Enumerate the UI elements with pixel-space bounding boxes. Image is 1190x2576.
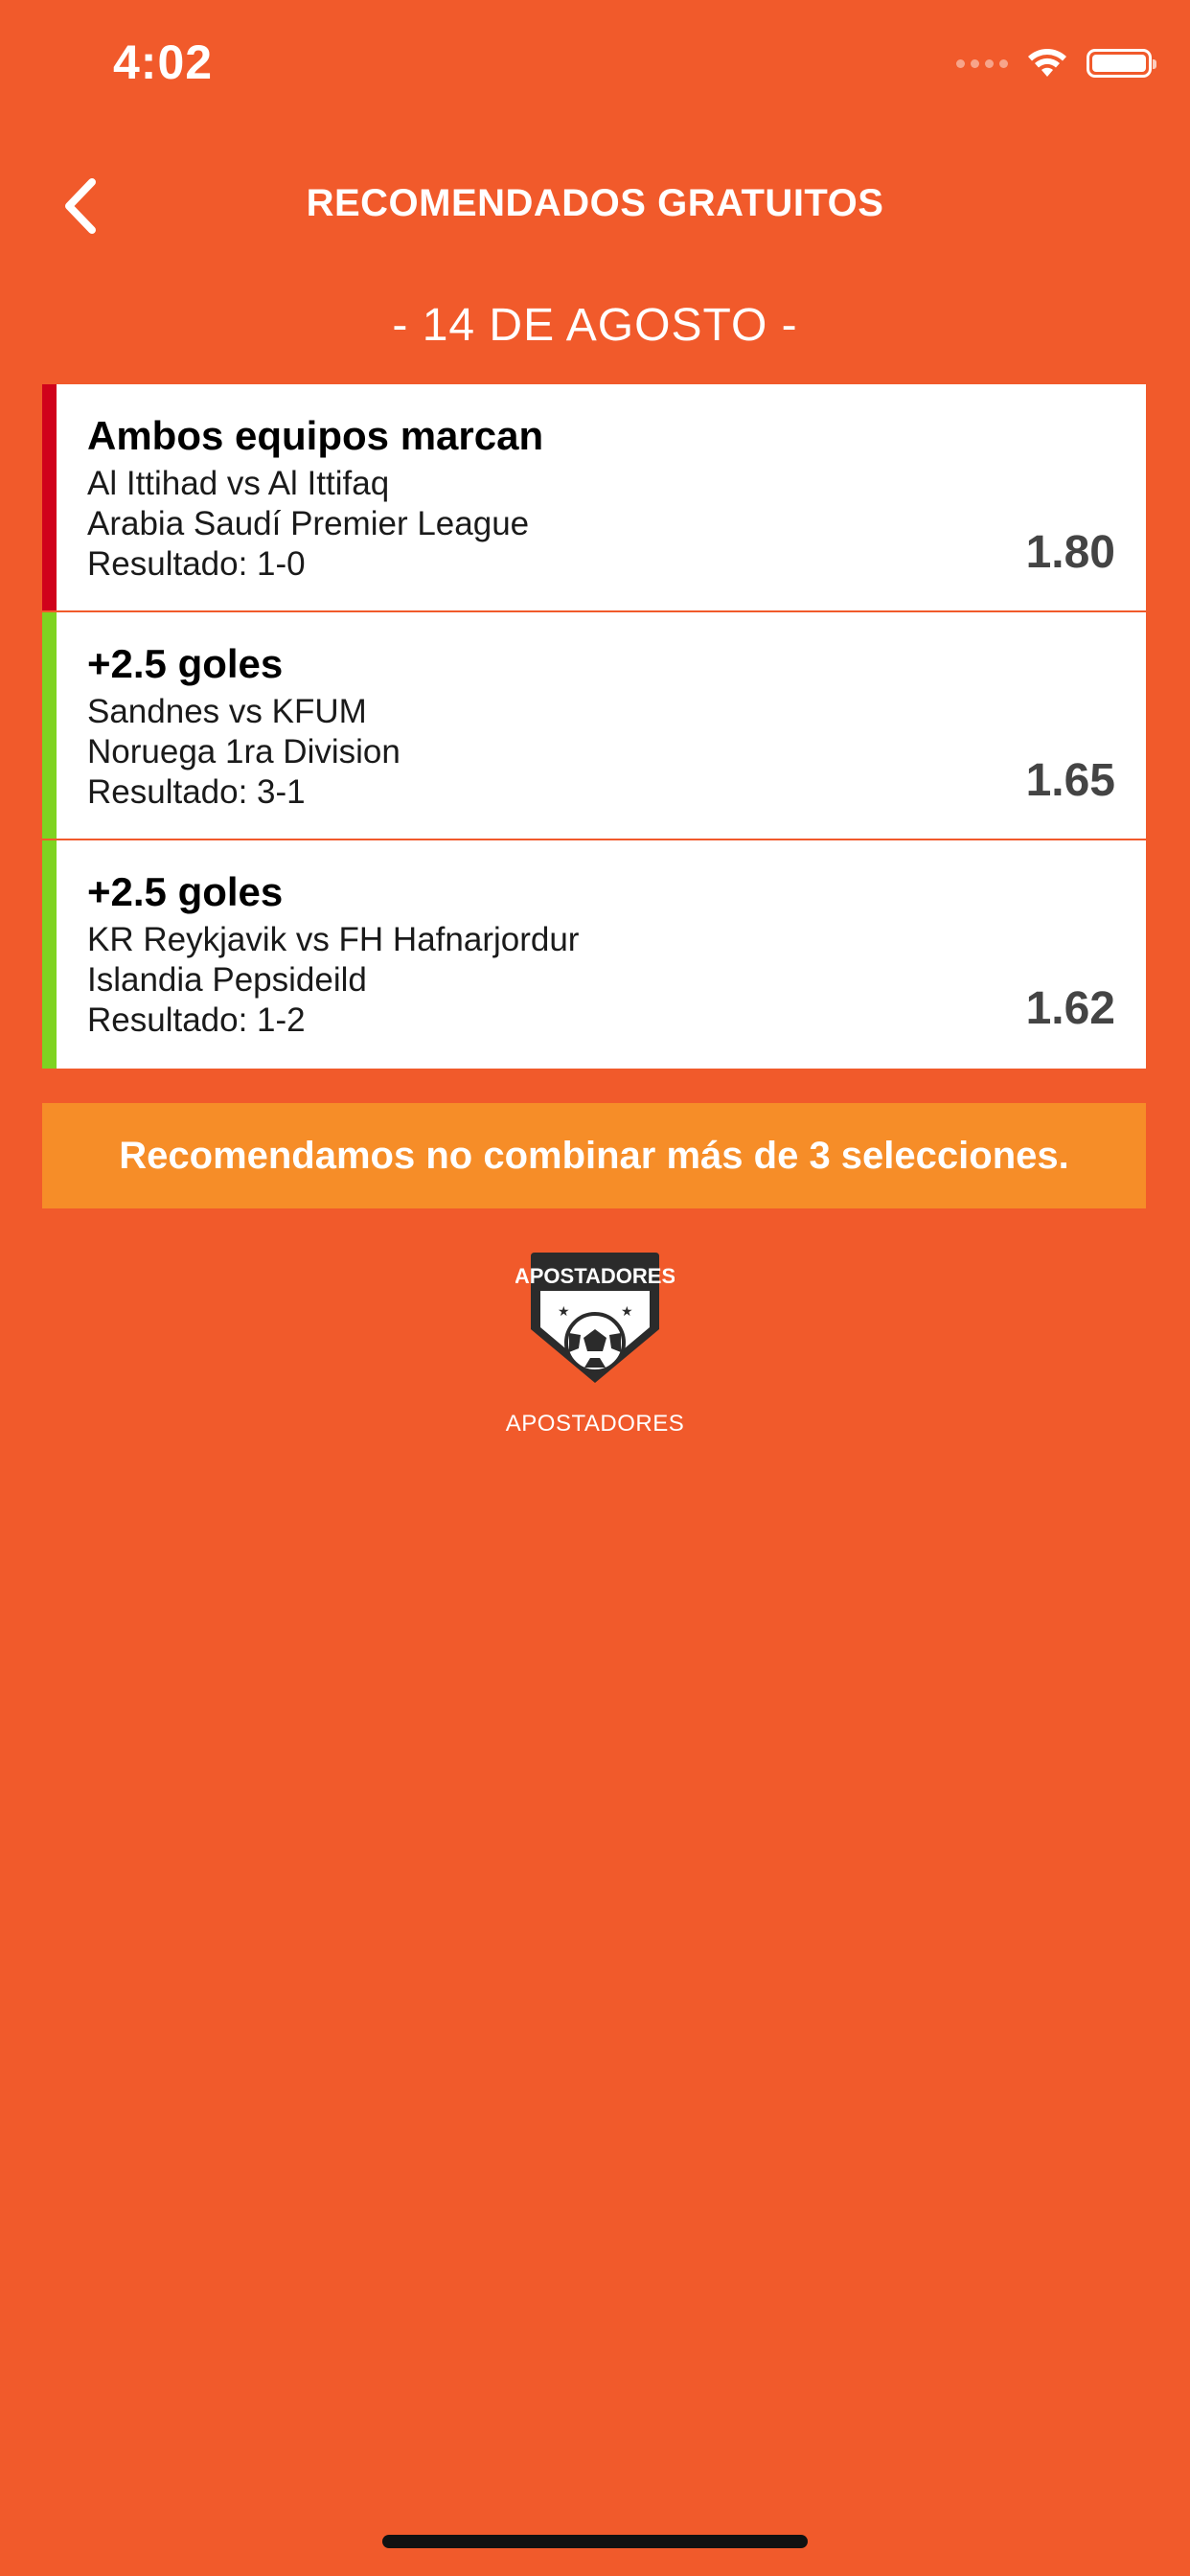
status-icons bbox=[956, 42, 1152, 84]
tip-match: Sandnes vs KFUM bbox=[87, 693, 367, 730]
cellular-signal-icon bbox=[956, 59, 1008, 68]
tip-odds: 1.80 bbox=[1025, 527, 1115, 578]
tip-odds: 1.62 bbox=[1025, 983, 1115, 1034]
tip-status-stripe bbox=[42, 612, 57, 839]
logo-caption: APOSTADORES bbox=[505, 1411, 685, 1437]
apostadores-logo bbox=[515, 1249, 675, 1385]
tip-status-stripe bbox=[42, 840, 57, 1069]
home-indicator bbox=[382, 2535, 808, 2548]
tip-match: KR Reykjavik vs FH Hafnarjordur bbox=[87, 921, 580, 958]
tip-market: +2.5 goles bbox=[87, 869, 284, 914]
tip-card[interactable] bbox=[42, 384, 1146, 612]
navigation-bar bbox=[0, 163, 1190, 249]
svg-text:★: ★ bbox=[621, 1304, 633, 1320]
tip-status-stripe bbox=[42, 384, 57, 610]
svg-text:★: ★ bbox=[558, 1304, 570, 1320]
svg-text:APOSTADORES: APOSTADORES bbox=[515, 1264, 675, 1288]
wifi-icon bbox=[1025, 47, 1069, 80]
notice-banner: Recomendamos no combinar más de 3 selecciones. bbox=[42, 1103, 1146, 1208]
tip-league: Islandia Pepsideild bbox=[87, 961, 367, 999]
tips-list bbox=[42, 384, 1146, 1069]
tip-league: Noruega 1ra Division bbox=[87, 733, 400, 770]
soccer-ball-badge-icon bbox=[515, 1249, 675, 1385]
tip-card[interactable] bbox=[42, 840, 1146, 1069]
date-header: - 14 DE AGOSTO - bbox=[392, 300, 798, 351]
tip-match: Al Ittihad vs Al Ittifaq bbox=[87, 465, 390, 502]
tip-result: Resultado: 1-2 bbox=[87, 1001, 306, 1039]
page-title: RECOMENDADOS GRATUITOS bbox=[306, 182, 884, 224]
status-time: 4:02 bbox=[113, 35, 214, 89]
tip-result: Resultado: 1-0 bbox=[87, 545, 306, 583]
tip-market: +2.5 goles bbox=[87, 641, 284, 686]
status-bar bbox=[0, 0, 1190, 126]
tip-result: Resultado: 3-1 bbox=[87, 773, 306, 811]
tip-market: Ambos equipos marcan bbox=[87, 413, 544, 458]
tip-league: Arabia Saudí Premier League bbox=[87, 505, 530, 542]
battery-icon bbox=[1087, 49, 1152, 78]
tip-card[interactable] bbox=[42, 612, 1146, 840]
tip-odds: 1.65 bbox=[1025, 755, 1115, 806]
